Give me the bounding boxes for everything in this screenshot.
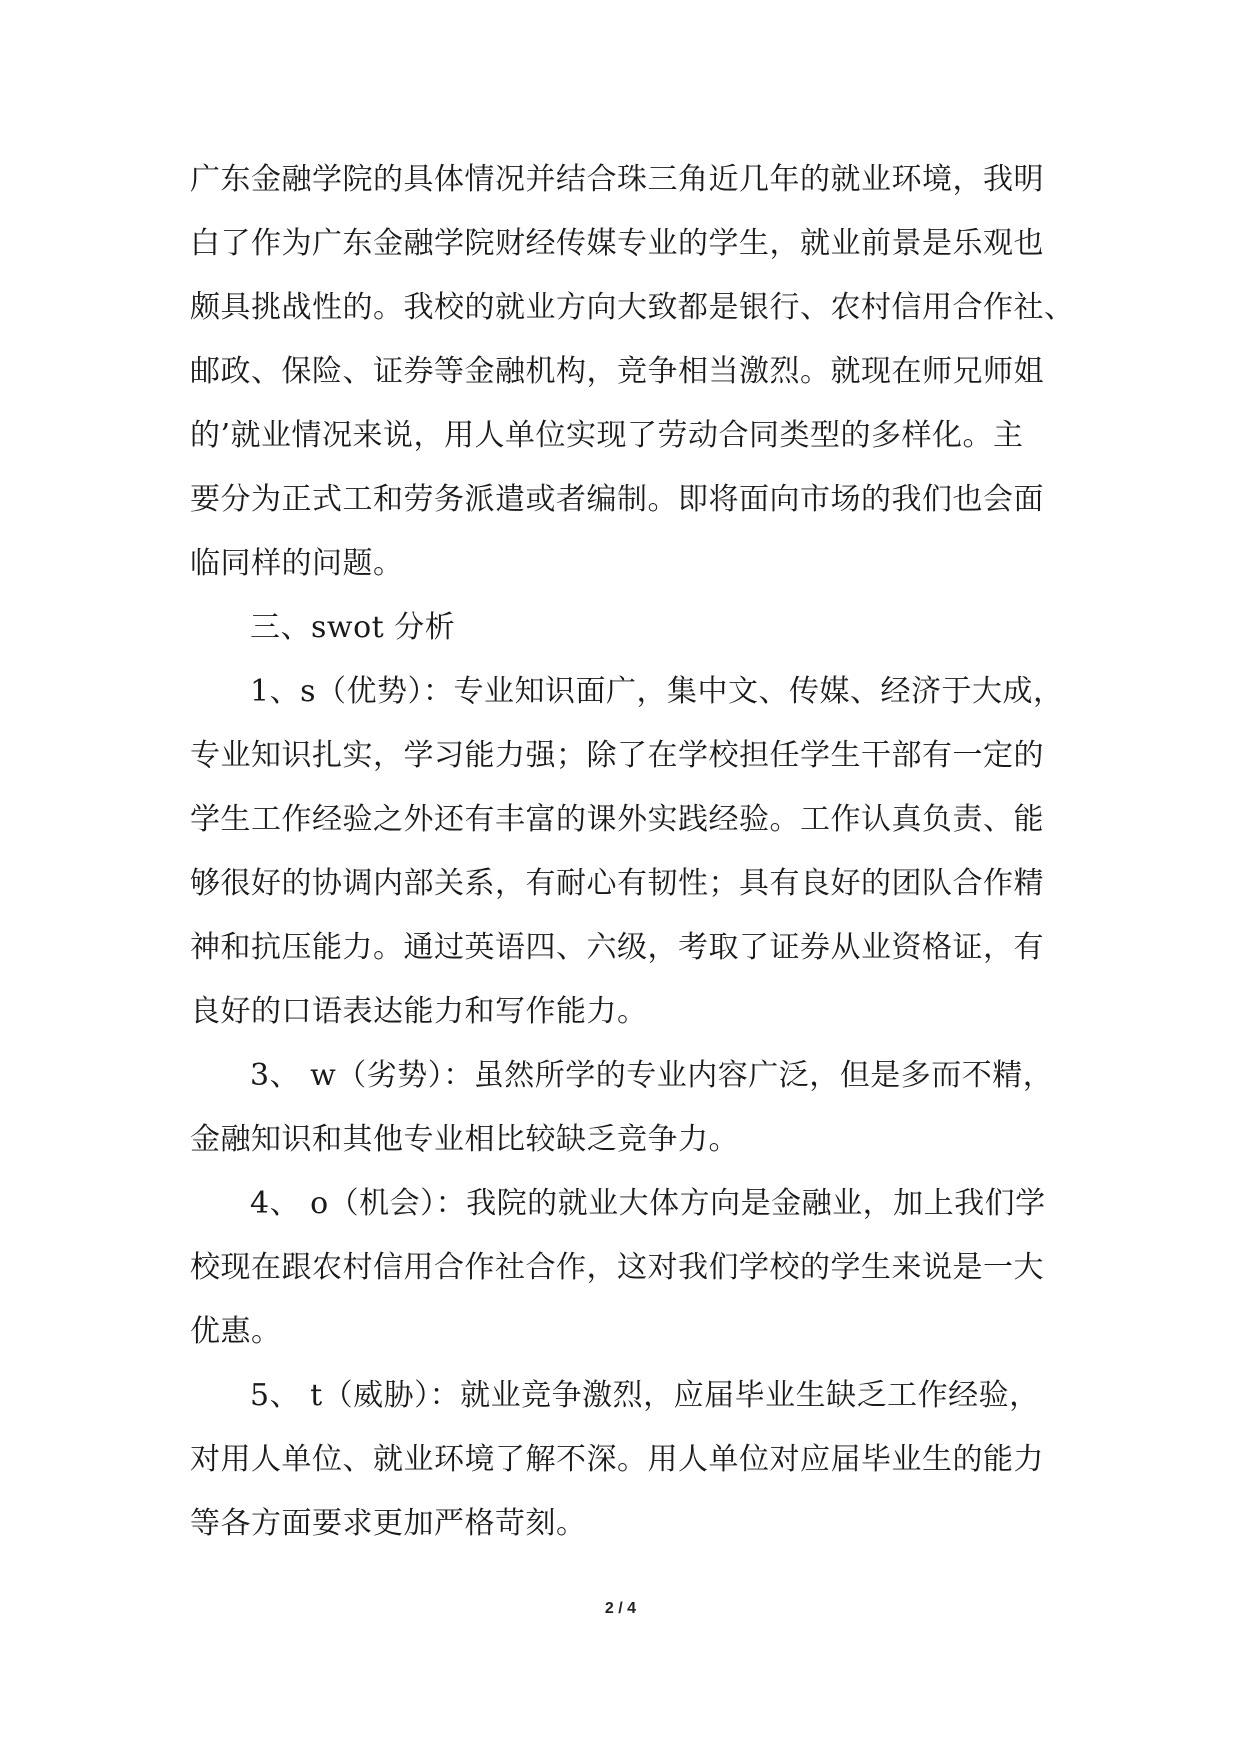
text-line: 校现在跟农村信用合作社合作，这对我们学校的学生来说是一大 <box>190 1250 1044 1285</box>
text-line: 5、 t（威胁）：就业竞争激烈，应届毕业生缺乏工作经验， <box>250 1378 1040 1413</box>
text-line: 白了作为广东金融学院财经传媒专业的学生，就业前景是乐观也 <box>190 226 1044 261</box>
text-line: 要分为正式工和劳务派遣或者编制。即将面向市场的我们也会面 <box>190 482 1044 517</box>
text-line: 颇具挑战性的。我校的就业方向大致都是银行、农村信用合作社、 <box>190 290 1075 325</box>
page-number: 2 / 4 <box>604 1600 637 1617</box>
text-line: 金融知识和其他专业相比较缺乏竞争力。 <box>190 1122 739 1157</box>
text-line: 良好的口语表达能力和写作能力。 <box>190 994 648 1029</box>
body-text <box>190 148 1075 1556</box>
text-line: 专业知识扎实，学习能力强；除了在学校担任学生干部有一定的 <box>190 738 1044 773</box>
text-line: 够很好的协调内部关系，有耐心有韧性；具有良好的团队合作精 <box>190 866 1044 901</box>
text-line: 临同样的问题。 <box>190 546 404 581</box>
text-line: 广东金融学院的具体情况并结合珠三角近几年的就业环境，我明 <box>190 162 1044 197</box>
text-line: 邮政、保险、证券等金融机构，竞争相当激烈。就现在师兄师姐 <box>190 354 1044 389</box>
text-line: 等各方面要求更加严格苛刻。 <box>190 1506 587 1541</box>
text-line: 神和抗压能力。通过英语四、六级，考取了证券从业资格证，有 <box>190 930 1044 965</box>
text-line: 学生工作经验之外还有丰富的课外实践经验。工作认真负责、能 <box>190 802 1044 837</box>
text-line: 1、s（优势）：专业知识面广，集中文、传媒、经济于大成， <box>250 674 1064 709</box>
text-line: 4、 o（机会）：我院的就业大体方向是金融业，加上我们学 <box>250 1186 1046 1221</box>
text-line: 3、 w（劣势）：虽然所学的专业内容广泛，但是多而不精， <box>250 1058 1054 1093</box>
text-line: 优惠。 <box>190 1314 282 1349</box>
text-line: 对用人单位、就业环境了解不深。用人单位对应届毕业生的能力 <box>190 1442 1044 1477</box>
text-line: 的’就业情况来说，用人单位实现了劳动合同类型的多样化。主 <box>190 418 1024 453</box>
section-heading: 三、swot 分析 <box>250 610 456 645</box>
